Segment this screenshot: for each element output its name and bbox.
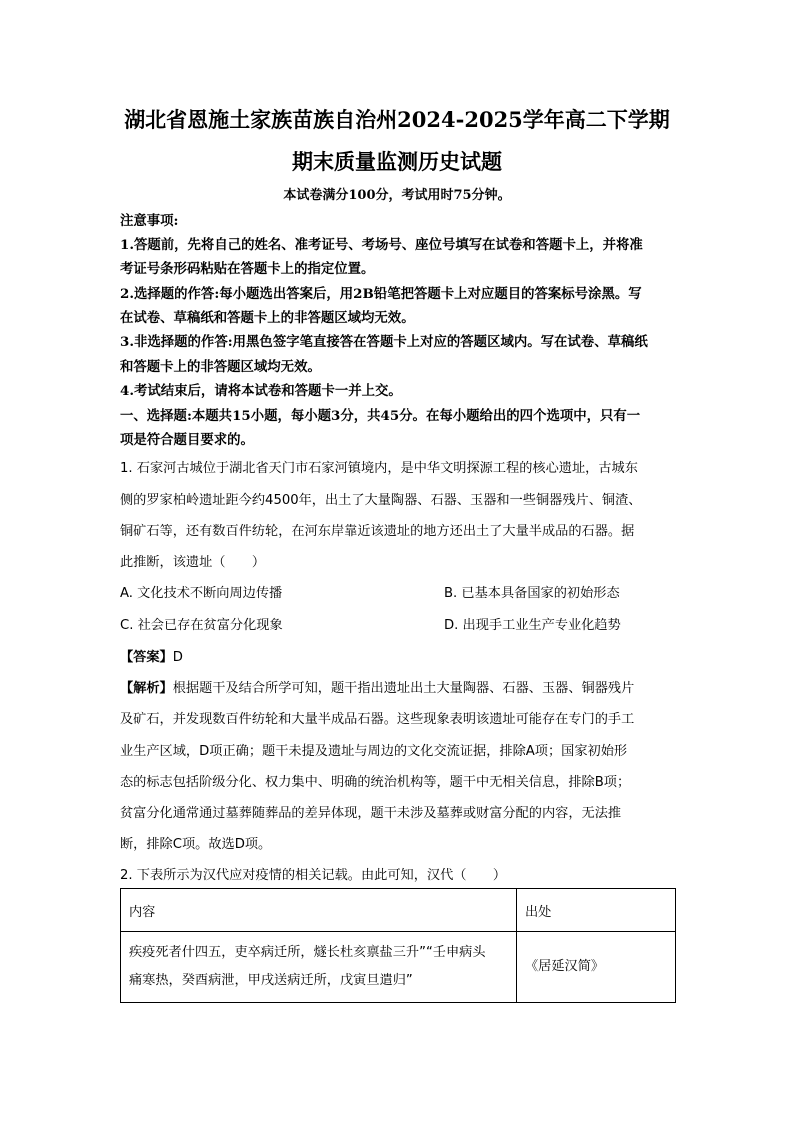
exam-info: 本试卷满分100分，考试用时75分钟。 [283, 188, 511, 203]
notice-line: 在试卷、草稿纸和答题卡上的非答题区域均无效。 [120, 310, 415, 326]
notice-line: 4.考试结束后，请将本试卷和答题卡一并上交。 [120, 383, 402, 399]
cell-line: 疾疫死者什四五，吏卒病迁所，燧长杜亥禀盐三升”“壬申病头 [129, 945, 486, 960]
q1-stem: 1. 石家河古城位于湖北省天门市石家河镇境内，是中华文明探源工程的核心遗址，古城东 [120, 461, 638, 476]
q1-answer [120, 646, 183, 665]
q2-stem: 2. 下表所示为汉代应对疫情的相关记载。由此可知，汉代（ ） [120, 868, 507, 883]
table-cell-source: 《居延汉简》 [517, 932, 676, 1003]
table-cell-content [121, 932, 517, 1003]
analysis-line: 业生产区域，D项正确；题干未提及遗址与周边的文化交流证据，排除A项；国家初始形 [120, 744, 628, 759]
q1-analysis [120, 677, 634, 696]
notice-line: 2.选择题的作答:每小题选出答案后，用2B铅笔把答题卡上对应题目的答案标号涂黑。写 [120, 286, 642, 302]
q1-option-c: C. 社会已存在贫富分化现象 [120, 618, 283, 633]
analysis-line: 及矿石，并发现数百件纺轮和大量半成品石器。这些现象表明该遗址可能存在专门的手工 [120, 712, 635, 727]
analysis-line: 贫富分化通常通过墓葬随葬品的差异体现，题干未涉及墓葬或财富分配的内容，无法推 [120, 806, 622, 821]
analysis-line: 断，排除C项。故选D项。 [120, 837, 272, 852]
q1-option-a: A. 文化技术不断向周边传播 [120, 586, 283, 601]
section-heading: 一、选择题:本题共15小题，每小题3分，共45分。在每小题给出的四个选项中，只有一 [120, 408, 641, 424]
q1-stem: 此推断，该遗址（ ） [120, 555, 266, 570]
notice-line: 1.答题前，先将自己的姓名、准考证号、考场号、座位号填写在试卷和答题卡上，并将准 [120, 237, 643, 253]
q1-stem: 侧的罗家柏岭遗址距今约4500年，出土了大量陶器、石器、玉器和一些铜器残片、铜渣、 [120, 493, 642, 508]
table-header-source: 出处 [517, 889, 676, 932]
record-table [120, 888, 676, 1003]
section-heading: 项是符合题目要求的。 [120, 432, 254, 448]
answer-value: D [172, 650, 183, 665]
cell-line: 痛寒热，癸酉病泄，甲戌送病迁所，戊寅旦遣归” [129, 973, 413, 988]
q1-option-b: B. 已基本具备国家的初始形态 [444, 586, 620, 601]
notice-line: 3.非选择题的作答:用黑色签字笔直接答在答题卡上对应的答题区域内。写在试卷、草稿纸 [120, 334, 648, 350]
table-header-content: 内容 [121, 889, 517, 932]
q1-stem: 铜矿石等，还有数百件纺轮，在河东岸靠近该遗址的地方还出土了大量半成品的石器。据 [120, 524, 635, 539]
notice-line: 和答题卡上的非答题区域均无效。 [120, 359, 321, 375]
page-title-line1: 湖北省恩施土家族苗族自治州2024-2025学年高二下学期 [124, 107, 670, 132]
analysis-line: 态的标志包括阶级分化、权力集中、明确的统治机构等，题干中无相关信息，排除B项； [120, 775, 631, 790]
page-title-line2: 期末质量监测历史试题 [292, 149, 502, 174]
notice-heading: 注意事项: [120, 213, 179, 229]
q1-option-d: D. 出现手工业生产专业化趋势 [444, 618, 621, 633]
answer-tag: 【答案】 [120, 650, 173, 665]
table-row [121, 932, 676, 1003]
analysis-tag: 【解析】 [120, 681, 173, 696]
table-header-row [121, 889, 676, 932]
analysis-line: 根据题干及结合所学可知，题干指出遗址出土大量陶器、石器、玉器、铜器残片 [172, 681, 635, 696]
notice-line: 考证号条形码粘贴在答题卡上的指定位置。 [120, 261, 375, 277]
